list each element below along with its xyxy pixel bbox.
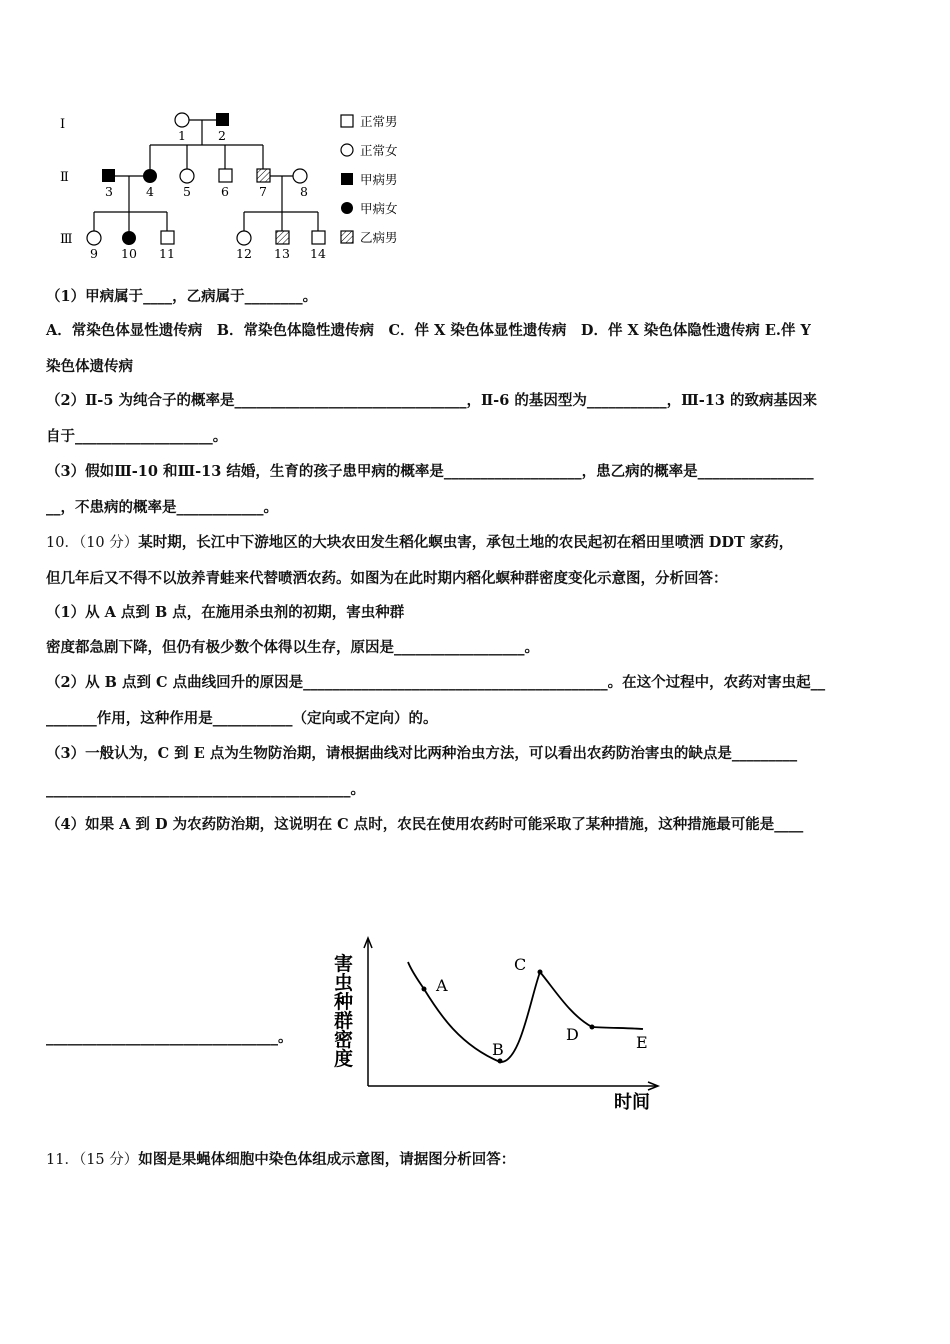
point-label: D: [566, 1025, 579, 1044]
q10-part3-line2: __________________________________________。: [46, 781, 365, 798]
x-axis-label: 时间: [614, 1092, 650, 1110]
q10-number: 10．（10 分）: [46, 535, 139, 551]
point-b-marker: [498, 1059, 503, 1064]
q10-part4-line1: （4）如果 A 到 D 为农药防治期，这说明在 C 点时，农民在使用农药时可能采取了某种措施，这种措施最可能是____: [46, 816, 804, 833]
individual-number: 3: [105, 184, 113, 199]
y-axis-label-char: 害: [334, 953, 354, 975]
point-d-marker: [590, 1025, 595, 1030]
individual-3: [102, 169, 115, 182]
legend-b-male-icon: [341, 231, 353, 243]
individual-number: 13: [274, 246, 290, 261]
individual-number: 10: [121, 246, 137, 261]
q9-part2-line1: （2）Ⅱ-5 为纯合子的概率是________________________________，Ⅱ-6 的基因型为___________，Ⅲ-13 的致病基因来: [46, 392, 817, 409]
point-c-marker: [538, 970, 543, 975]
y-axis-label-char: 密: [334, 1029, 354, 1051]
q10-part3-line1: （3）一般认为，C 到 E 点为生物防治期，请根据曲线对比两种治虫方法，可以看出农药防治害虫的缺点是_________: [46, 745, 798, 762]
y-axis-label-char: 度: [334, 1048, 354, 1070]
generation-label: Ⅰ: [60, 117, 66, 132]
q10-part1-line2: 密度都急剧下降，但仍有极少数个体得以生存，原因是__________________。: [46, 639, 539, 656]
q9-part2-line2: 自于___________________。: [46, 428, 228, 445]
individual-1: [175, 113, 189, 127]
legend-label: 甲病男: [360, 172, 398, 187]
y-axis-label-char: 种: [334, 991, 354, 1013]
y-axis-label-char: 虫: [334, 972, 354, 994]
q11-stem-text: 如图是果蝇体细胞中染色体组成示意图，请据图分析回答：: [138, 1151, 516, 1168]
individual-8: [293, 169, 307, 183]
legend-normal-male-icon: [341, 115, 353, 127]
q9-part1: （1）甲病属于____，乙病属于________。: [46, 288, 318, 305]
q10-stem-line2: 但几年后又不得不以放养青蛙来代替喷洒农药。如图为在此时期内稻化螟种群密度变化示意图，分析回答：: [46, 570, 728, 587]
legend-label: 甲病女: [360, 201, 398, 216]
legend-label: 正常男: [360, 114, 398, 129]
individual-6: [219, 169, 232, 182]
legend-a-female-icon: [341, 202, 353, 214]
individual-number: 5: [183, 184, 191, 199]
point-label: E: [636, 1033, 648, 1052]
individual-4: [143, 169, 157, 183]
legend-normal-female-icon: [341, 144, 353, 156]
individual-11: [161, 231, 174, 244]
q10-stem-text: 某时期，长江中下游地区的大块农田发生稻化螟虫害，承包土地的农民起初在稻田里喷洒 DDT 家药，: [138, 534, 794, 551]
individual-9: [87, 231, 101, 245]
q9-options-line2: 染色体遗传病: [46, 358, 133, 375]
point-a-marker: [422, 987, 427, 992]
q11-stem: [46, 1150, 515, 1170]
individual-2: [216, 113, 229, 126]
individual-10: [122, 231, 136, 245]
q11-number: 11．（15 分）: [46, 1152, 139, 1168]
individual-13: [276, 231, 289, 244]
individual-number: 8: [300, 184, 308, 199]
individual-number: 4: [146, 184, 154, 199]
individual-14: [312, 231, 325, 244]
pedigree-chart: [40, 100, 460, 270]
point-label: C: [514, 955, 527, 974]
point-label: A: [436, 976, 448, 995]
q10-part2-line2: _______作用，这种作用是___________（定向或不定向）的。: [46, 710, 438, 727]
q10-part4-line2: ________________________________。: [46, 1029, 293, 1046]
q10-part2-line1: （2）从 B 点到 C 点曲线回升的原因是__________________________________________。在这个过程中，农药对害虫起__: [46, 674, 826, 691]
y-axis-label-char: 群: [334, 1010, 354, 1032]
generation-label: Ⅱ: [60, 170, 69, 185]
individual-7: [257, 169, 270, 182]
individual-5: [180, 169, 194, 183]
legend-label: 乙病男: [360, 230, 398, 245]
q10-part1-line1: （1）从 A 点到 B 点，在施用杀虫剂的初期，害虫种群: [46, 604, 405, 621]
individual-12: [237, 231, 251, 245]
individual-number: 1: [178, 128, 186, 143]
individual-number: 12: [236, 246, 252, 261]
generation-label: Ⅲ: [60, 232, 73, 247]
individual-number: 7: [259, 184, 267, 199]
q9-part3-line1: （3）假如Ⅲ-10 和Ⅲ-13 结婚，生育的孩子患甲病的概率是___________________，患乙病的概率是________________: [46, 463, 814, 480]
individual-number: 6: [221, 184, 229, 199]
individual-number: 14: [310, 246, 326, 261]
pest-density-graph: [330, 930, 670, 1110]
individual-number: 9: [90, 246, 98, 261]
point-label: B: [492, 1040, 504, 1059]
legend-label: 正常女: [360, 143, 398, 158]
individual-number: 2: [218, 128, 226, 143]
q9-part3-line2: __，不患病的概率是____________。: [46, 499, 278, 516]
q10-stem-line1: [46, 533, 793, 553]
q9-options-line1: A．常染色体显性遗传病 B．常染色体隐性遗传病 C．伴 X 染色体显性遗传病 D．伴 X 染色体隐性遗传病 E.伴 Y: [46, 322, 811, 339]
legend-a-male-icon: [341, 173, 353, 185]
individual-number: 11: [159, 246, 175, 261]
